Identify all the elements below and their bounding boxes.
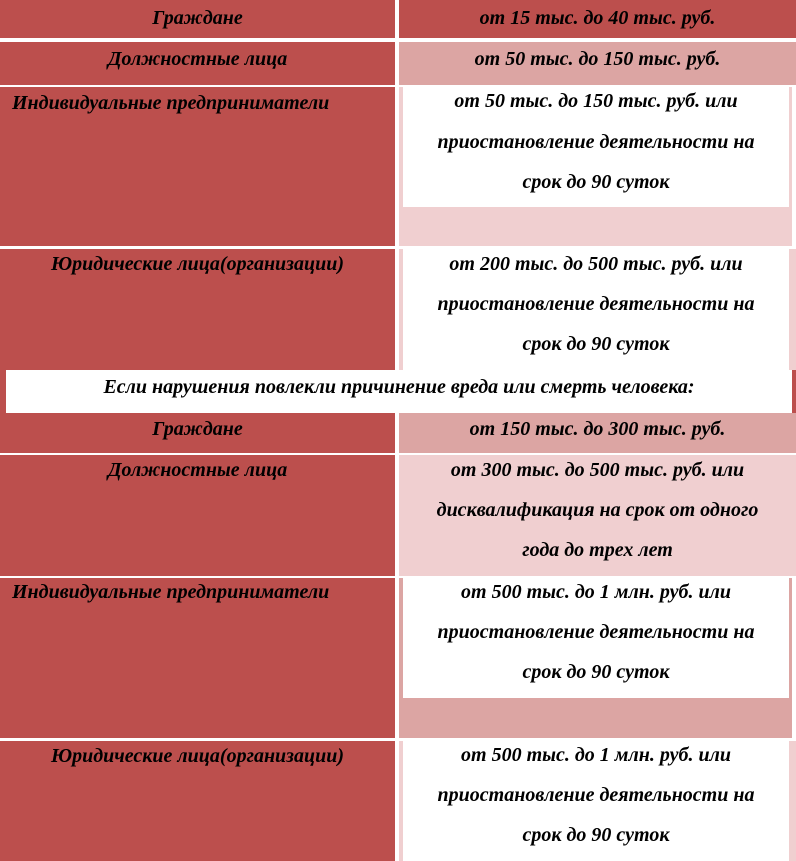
row5-label-cell xyxy=(0,413,395,453)
row8-value-line2: приостановление деятельности на xyxy=(437,784,755,806)
row4-value-line2: приостановление деятельности на xyxy=(437,293,755,315)
row6-value-line2: дисквалификация на срок от одного xyxy=(436,499,759,521)
row6-value-line1: от 300 тыс. до 500 тыс. руб. или xyxy=(450,459,745,481)
row5-label: Граждане xyxy=(152,418,243,440)
row6-value-cell xyxy=(399,455,796,576)
row7-label: Индивидуальные предприниматели xyxy=(12,581,330,603)
row7-value-cell xyxy=(399,578,792,738)
row2-value: от 50 тыс. до 150 тыс. руб. xyxy=(474,48,721,70)
row1-label: Граждане xyxy=(152,7,243,29)
row2-label-cell xyxy=(0,42,395,85)
row3-label-cell xyxy=(0,87,395,246)
row7-value-line2: приостановление деятельности на xyxy=(437,621,755,643)
row3-value-line1: от 50 тыс. до 150 тыс. руб. или xyxy=(454,90,738,112)
heading-inner xyxy=(6,370,792,413)
row5-value-cell xyxy=(399,413,796,453)
row8-label-cell xyxy=(0,741,395,861)
row6-value-line3: года до трех лет xyxy=(522,539,673,561)
row7-label-cell xyxy=(0,578,395,738)
row1-value: от 15 тыс. до 40 тыс. руб. xyxy=(479,7,716,29)
row4-value-cell xyxy=(399,249,796,370)
row8-value-line3: срок до 90 суток xyxy=(522,824,670,846)
row3-value-inner xyxy=(403,87,789,207)
row2-label: Должностные лица xyxy=(107,48,288,70)
row6-label: Должностные лица xyxy=(107,459,288,481)
row7-value-inner xyxy=(403,578,789,698)
row3-value-line2: приостановление деятельности на xyxy=(437,131,755,153)
row8-value-line1: от 500 тыс. до 1 млн. руб. или xyxy=(461,744,731,766)
row3-value-line3: срок до 90 суток xyxy=(522,171,670,193)
row1-label-cell xyxy=(0,0,395,38)
row4-label: Юридические лица(организации) xyxy=(50,253,345,275)
heading-row xyxy=(0,370,796,413)
row7-value-line3: срок до 90 суток xyxy=(522,661,670,683)
row6-label-cell xyxy=(0,455,395,576)
row4-value-line1: от 200 тыс. до 500 тыс. руб. или xyxy=(449,253,743,275)
section2-heading: Если нарушения повлекли причинение вреда или смерть человека: xyxy=(103,376,695,398)
row3-label: Индивидуальные предприниматели xyxy=(12,92,330,114)
row4-value-line3: срок до 90 суток xyxy=(522,333,670,355)
row8-value-cell xyxy=(399,741,796,861)
row3-value-cell xyxy=(399,87,792,246)
row5-value: от 150 тыс. до 300 тыс. руб. xyxy=(469,418,726,440)
row8-label: Юридические лица(организации) xyxy=(50,745,345,767)
row1-value-cell xyxy=(399,0,796,38)
row4-label-cell xyxy=(0,249,395,370)
row7-value-line1: от 500 тыс. до 1 млн. руб. или xyxy=(461,581,731,603)
row2-value-cell xyxy=(399,42,796,85)
row4-value-inner xyxy=(403,249,789,370)
row8-value-inner xyxy=(403,741,789,861)
